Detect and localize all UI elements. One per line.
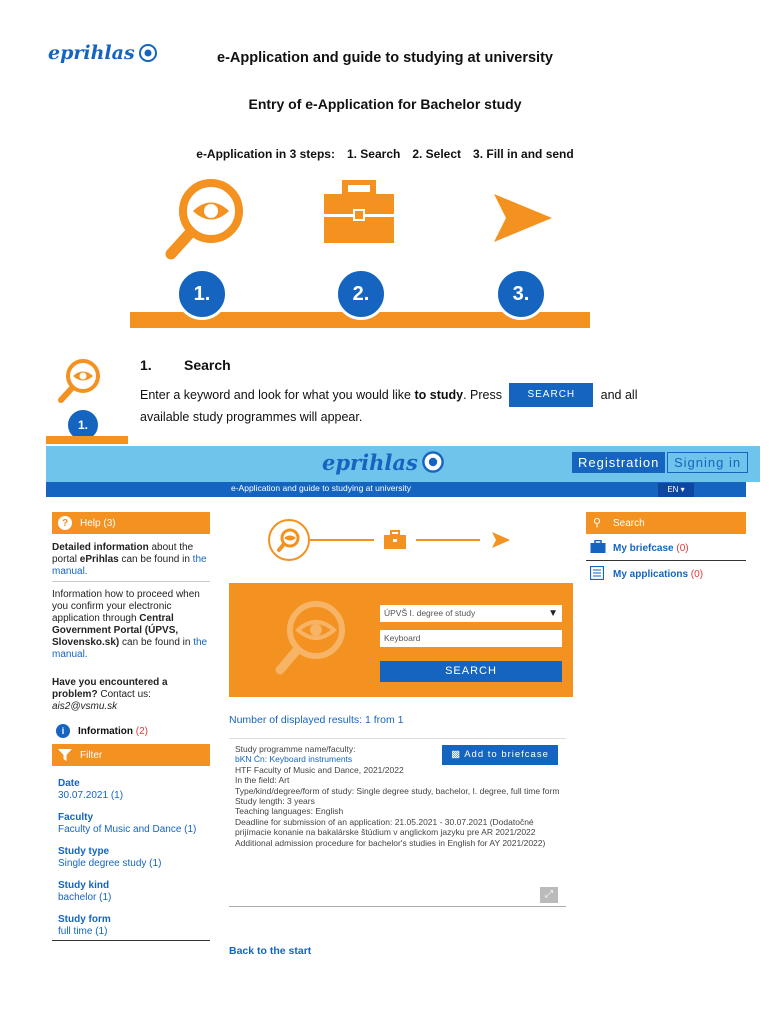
divider <box>52 940 210 941</box>
briefcase-icon <box>322 180 396 244</box>
page-subtitle: Entry of e-Application for Bachelor study <box>248 96 522 112</box>
briefcase-icon: ▩ <box>451 749 462 760</box>
search-icon: ⚲ <box>593 517 602 529</box>
back-to-start-link[interactable]: Back to the start <box>229 945 312 957</box>
divider <box>586 560 746 561</box>
right-search-tab[interactable] <box>586 512 746 534</box>
help-text-2: Information how to proceed when you confirm your electronic application through Central Government Portal (ÚPVS, Slovensko.sk) can be found in the manual. <box>52 589 208 660</box>
divider <box>52 581 210 582</box>
result-details: Study programme name/faculty: bKN Ćn: Keyboard instruments HTF Faculty of Music and Dance, 2021/2022 In the field: Art Type/kind/degree/form of study: Single degree study, bachelor, I. degree, full time form Study length: 3 years Teaching languages: English Deadline for submission of an application: 21.05.2021 - 30.07.2021 (Dodatočné prijímacie konanie na bakalárske štúdium v anglickom jazyku pre AR 2021/2022 Additional admission procedure for bachelor's studies in English for AY 2021/2022) <box>235 744 560 848</box>
section-1-text: Enter a keyword and look for what you would like to study. Press SEARCH and all available study programmes will appear. <box>140 383 700 427</box>
section-1-number: 1. <box>140 357 152 373</box>
send-arrow-icon <box>492 192 554 244</box>
briefcase-icon <box>383 530 407 550</box>
manual-link[interactable]: the manual. <box>52 637 208 660</box>
filter-study-form-value[interactable]: full time (1) <box>58 926 108 937</box>
info-icon: i <box>56 724 70 738</box>
expand-icon[interactable]: ⤢ <box>540 887 558 903</box>
mini-send-step <box>480 519 522 561</box>
send-arrow-icon <box>491 531 511 549</box>
signing-in-button[interactable]: Signing in <box>667 452 748 473</box>
magnifier-eye-icon <box>276 527 302 553</box>
question-icon: ? <box>58 516 72 530</box>
dropdown-arrow-icon: ▼ <box>548 608 558 619</box>
language-dropdown[interactable]: EN ▾ <box>658 483 694 497</box>
programme-link[interactable]: bKN Ćn: Keyboard instruments <box>235 754 353 765</box>
manual-link[interactable]: the manual. <box>52 554 207 577</box>
filter-faculty-label: Faculty <box>58 812 94 823</box>
filter-study-form-label: Study form <box>58 914 111 925</box>
steps-summary: e-Application in 3 steps: 1. Search 2. Select 3. Fill in and send <box>196 147 574 161</box>
filter-study-type-label: Study type <box>58 846 110 857</box>
my-briefcase-link[interactable]: My briefcase (0) <box>613 543 689 554</box>
section-1-heading: Search <box>184 357 231 373</box>
briefcase-icon <box>590 540 606 554</box>
registration-button[interactable]: Registration <box>572 452 665 473</box>
mini-search-step <box>268 519 310 561</box>
help-text-3: Have you encountered a problem? Contact us: ais2@vsmu.sk <box>52 677 168 712</box>
filter-date-label: Date <box>58 778 80 789</box>
results-count: Number of displayed results: 1 from 1 <box>229 714 404 726</box>
help-text-1: Detailed information about the portal ePrihlas can be found in the manual. <box>52 542 207 577</box>
filter-study-kind-value[interactable]: bachelor (1) <box>58 892 112 903</box>
filter-faculty-value[interactable]: Faculty of Music and Dance (1) <box>58 824 197 835</box>
filter-date-value[interactable]: 30.07.2021 (1) <box>58 790 124 801</box>
list-icon <box>590 566 604 580</box>
keyword-input[interactable]: Keyboard <box>380 630 562 647</box>
my-applications-link[interactable]: My applications (0) <box>613 569 704 580</box>
portal-logo[interactable]: eprihlas <box>322 450 445 475</box>
contact-email[interactable]: ais2@vsmu.sk <box>52 701 118 712</box>
filter-panel-header[interactable]: Filter <box>52 744 210 766</box>
filter-icon <box>58 748 72 762</box>
eye-logo-icon <box>421 450 445 474</box>
help-panel-header[interactable]: ? Help (3) <box>52 512 210 534</box>
search-step-icon <box>55 358 103 403</box>
filter-study-kind-label: Study kind <box>58 880 110 891</box>
section-1-badge: 1. <box>66 408 100 442</box>
search-button[interactable]: SEARCH <box>380 661 562 682</box>
section-1-bar <box>46 436 128 444</box>
mini-select-step <box>374 519 416 561</box>
information-toggle[interactable]: Information (2) <box>78 726 149 737</box>
step-1-badge: 1. <box>176 268 228 320</box>
right-search-label: Search <box>613 518 645 529</box>
filter-study-type-value[interactable]: Single degree study (1) <box>58 858 162 869</box>
eprihlas-logo: eprihlas <box>48 42 158 64</box>
degree-select[interactable]: ÚPVŠ I. degree of study ▼ <box>380 605 562 622</box>
step-2-badge: 2. <box>335 268 387 320</box>
magnifier-eye-icon <box>163 178 258 260</box>
step-3-badge: 3. <box>495 268 547 320</box>
portal-subtitle: e-Application and guide to studying at university <box>230 483 412 493</box>
inline-search-button: SEARCH <box>509 383 593 407</box>
page-title: e-Application and guide to studying at university <box>217 50 553 66</box>
add-to-briefcase-button[interactable]: ▩ Add to briefcase <box>442 745 558 765</box>
magnifier-eye-watermark-icon <box>270 590 370 690</box>
